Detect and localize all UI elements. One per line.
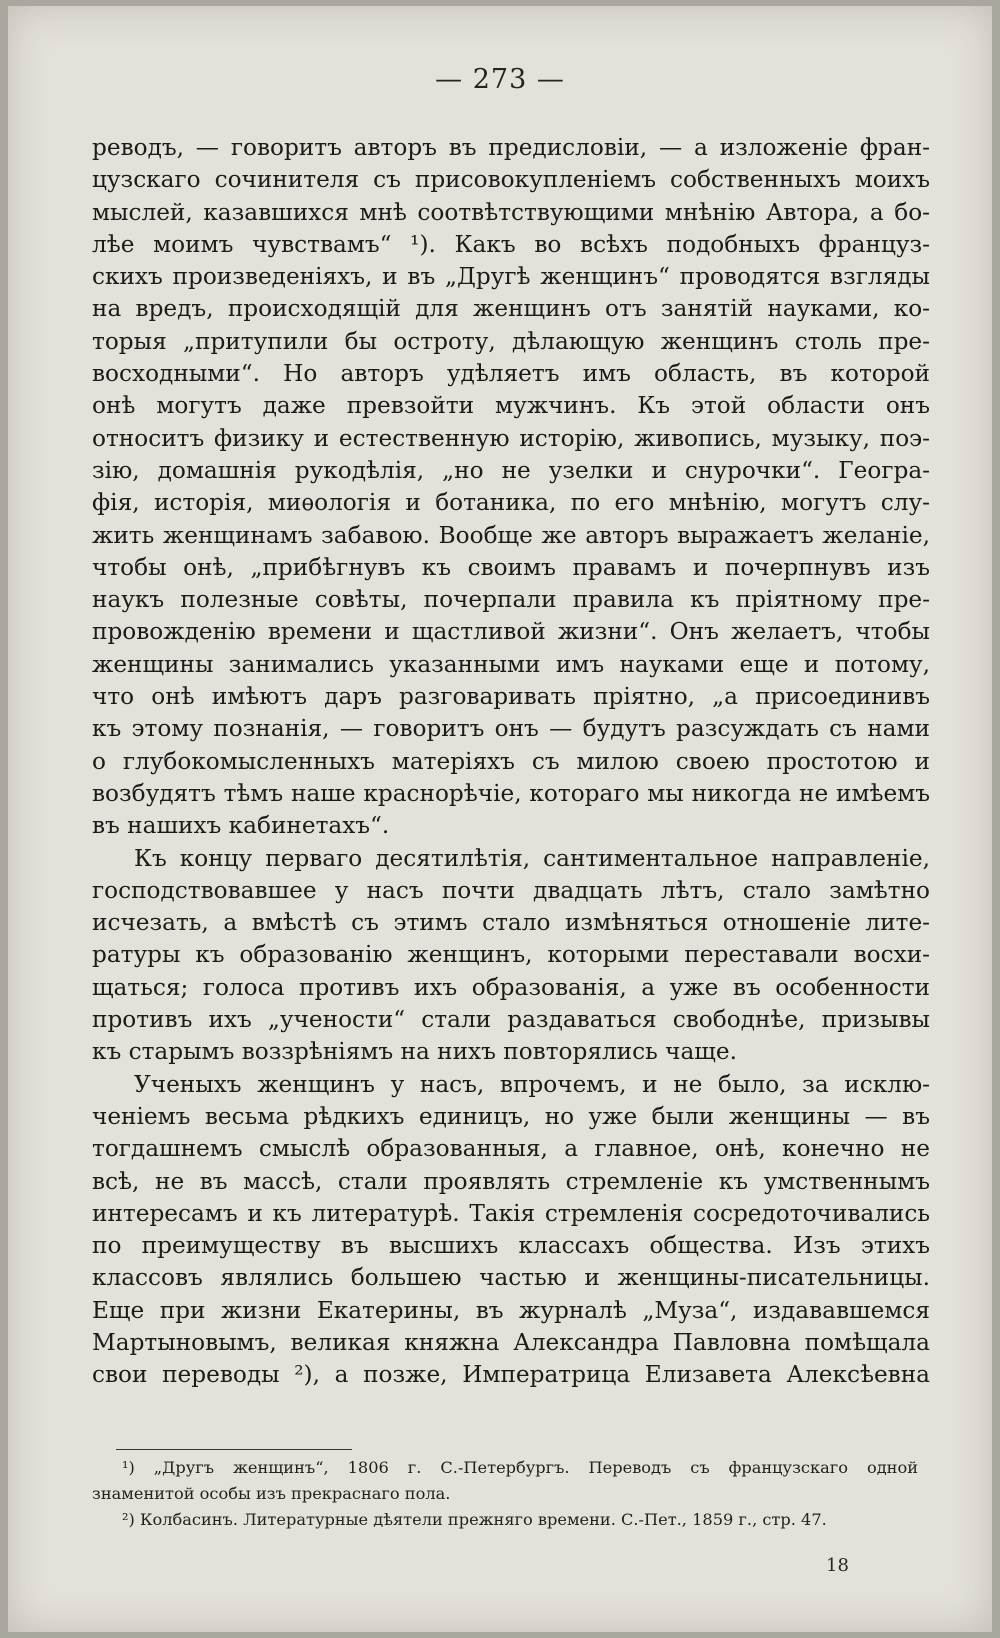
paragraph-start-line: Къ концу перваго десятилѣтія, сантиментальное направленіе, (134, 844, 930, 872)
text-line: провожденію времени и щастливой жизни“. Онъ желаетъ, чтобы (92, 618, 930, 646)
text-line: Еще при жизни Екатерины, въ журналѣ „Муза“, издававшемся (92, 1296, 930, 1324)
text-line: онѣ могутъ даже превзойти мужчинъ. Къ этой области онъ (92, 392, 930, 420)
text-line: о глубокомысленныхъ матеріяхъ съ милою своею простотою и (92, 747, 930, 775)
text-line: свои переводы ²), а позже, Императрица Елизавета Алексѣевна (92, 1361, 930, 1389)
footnote-divider (116, 1449, 352, 1450)
text-line: мыслей, казавшихся мнѣ соотвѣтствующими мнѣнію Автора, а бо- (92, 198, 930, 226)
text-line: Мартыновымъ, великая княжна Александра Павловна помѣщала (92, 1328, 930, 1356)
text-line: по преимуществу въ высшихъ классахъ общества. Изъ этихъ (92, 1232, 930, 1260)
paragraph-start-line: Ученыхъ женщинъ у насъ, впрочемъ, и не было, за исклю- (134, 1070, 930, 1098)
text-line: чтобы онѣ, „прибѣгнувъ къ своимъ правамъ и почерпнувъ изъ (92, 553, 930, 581)
text-line: фія, исторія, миѳологія и ботаника, по его мнѣнію, могутъ слу- (92, 489, 930, 517)
text-line: торыя „притупили бы остроту, дѣлающую женщинъ столь пре- (92, 327, 930, 355)
text-line: наукъ полезные совѣты, почерпали правила къ пріятному пре- (92, 586, 930, 614)
text-line: исчезать, а вмѣстѣ съ этимъ стало измѣняться отношеніе лите- (92, 909, 930, 937)
signature-mark: 18 (826, 1555, 849, 1576)
text-line: въ нашихъ кабинетахъ“. (92, 812, 390, 840)
text-line: цузскаго сочинителя съ присовокупленіемъ собственныхъ моихъ (92, 166, 930, 194)
text-line: тогдашнемъ смыслѣ образованныя, а главное, онѣ, конечно не (92, 1135, 930, 1163)
text-line: противъ ихъ „учености“ стали раздаваться свободнѣе, призывы (92, 1006, 930, 1034)
text-line: щаться; голоса противъ ихъ образованія, а уже въ особенности (92, 973, 930, 1001)
text-line: относитъ физику и естественную исторію, живопись, музыку, поэ- (92, 424, 930, 452)
text-line: всѣ, не въ массѣ, стали проявлять стремленіе къ умственнымъ (92, 1167, 930, 1195)
footnotes (92, 1455, 918, 1533)
text-line: ченіемъ весьма рѣдкихъ единицъ, но уже были женщины — въ (92, 1102, 930, 1130)
footnote-1: ¹) „Другъ женщинъ“, 1806 г. С.-Петербургъ. Переводъ съ французскаго одной (122, 1458, 918, 1477)
book-page (8, 6, 992, 1632)
footnote-2: ²) Колбасинъ. Литературные дѣятели прежняго времени. С.-Пет., 1859 г., стр. 47. (122, 1510, 827, 1529)
text-line: интересамъ и къ литературѣ. Такія стремленія сосредоточивались (92, 1199, 930, 1227)
text-line: скихъ произведеніяхъ, и въ „Другѣ женщинъ“ проводятся взгляды (92, 263, 930, 291)
footnote-1-continued: знаменитой особы изъ прекраснаго пола. (92, 1484, 451, 1503)
text-line: зію, домашнія рукодѣлія, „но не узелки и снурочки“. Геогра- (92, 456, 930, 484)
text-line: господствовавшее у насъ почти двадцать лѣтъ, стало замѣтно (92, 876, 930, 904)
text-line: классовъ являлись большею частью и женщины-писательницы. (92, 1264, 930, 1292)
text-line: что онѣ имѣютъ даръ разговаривать пріятно, „а присоединивъ (92, 683, 930, 711)
text-line: реводъ, — говоритъ авторъ въ предисловіи, — а изложеніе фран- (92, 134, 930, 161)
text-line: восходными“. Но авторъ удѣляетъ имъ область, въ которой (92, 360, 930, 388)
body-text (92, 132, 930, 1392)
text-line: къ этому познанія, — говоритъ онъ — будутъ разсуждать съ нами (92, 715, 930, 743)
text-line: на вредъ, происходящій для женщинъ отъ занятій науками, ко- (92, 295, 930, 323)
text-line: жить женщинамъ забавою. Вообще же авторъ выражаетъ желаніе, (92, 521, 930, 549)
text-line: лѣе моимъ чувствамъ“ ¹). Какъ во всѣхъ подобныхъ француз- (92, 230, 930, 258)
text-line: ратуры къ образованію женщинъ, которыми переставали восхи- (92, 941, 930, 969)
text-line: возбудятъ тѣмъ наше краснорѣчіе, котораго мы никогда не имѣемъ (92, 779, 930, 807)
text-line: женщины занимались указанными имъ науками еще и потому, (92, 650, 930, 678)
text-line: къ старымъ воззрѣніямъ на нихъ повторялись чаще. (92, 1038, 737, 1066)
page-number: — 273 — (435, 64, 565, 95)
